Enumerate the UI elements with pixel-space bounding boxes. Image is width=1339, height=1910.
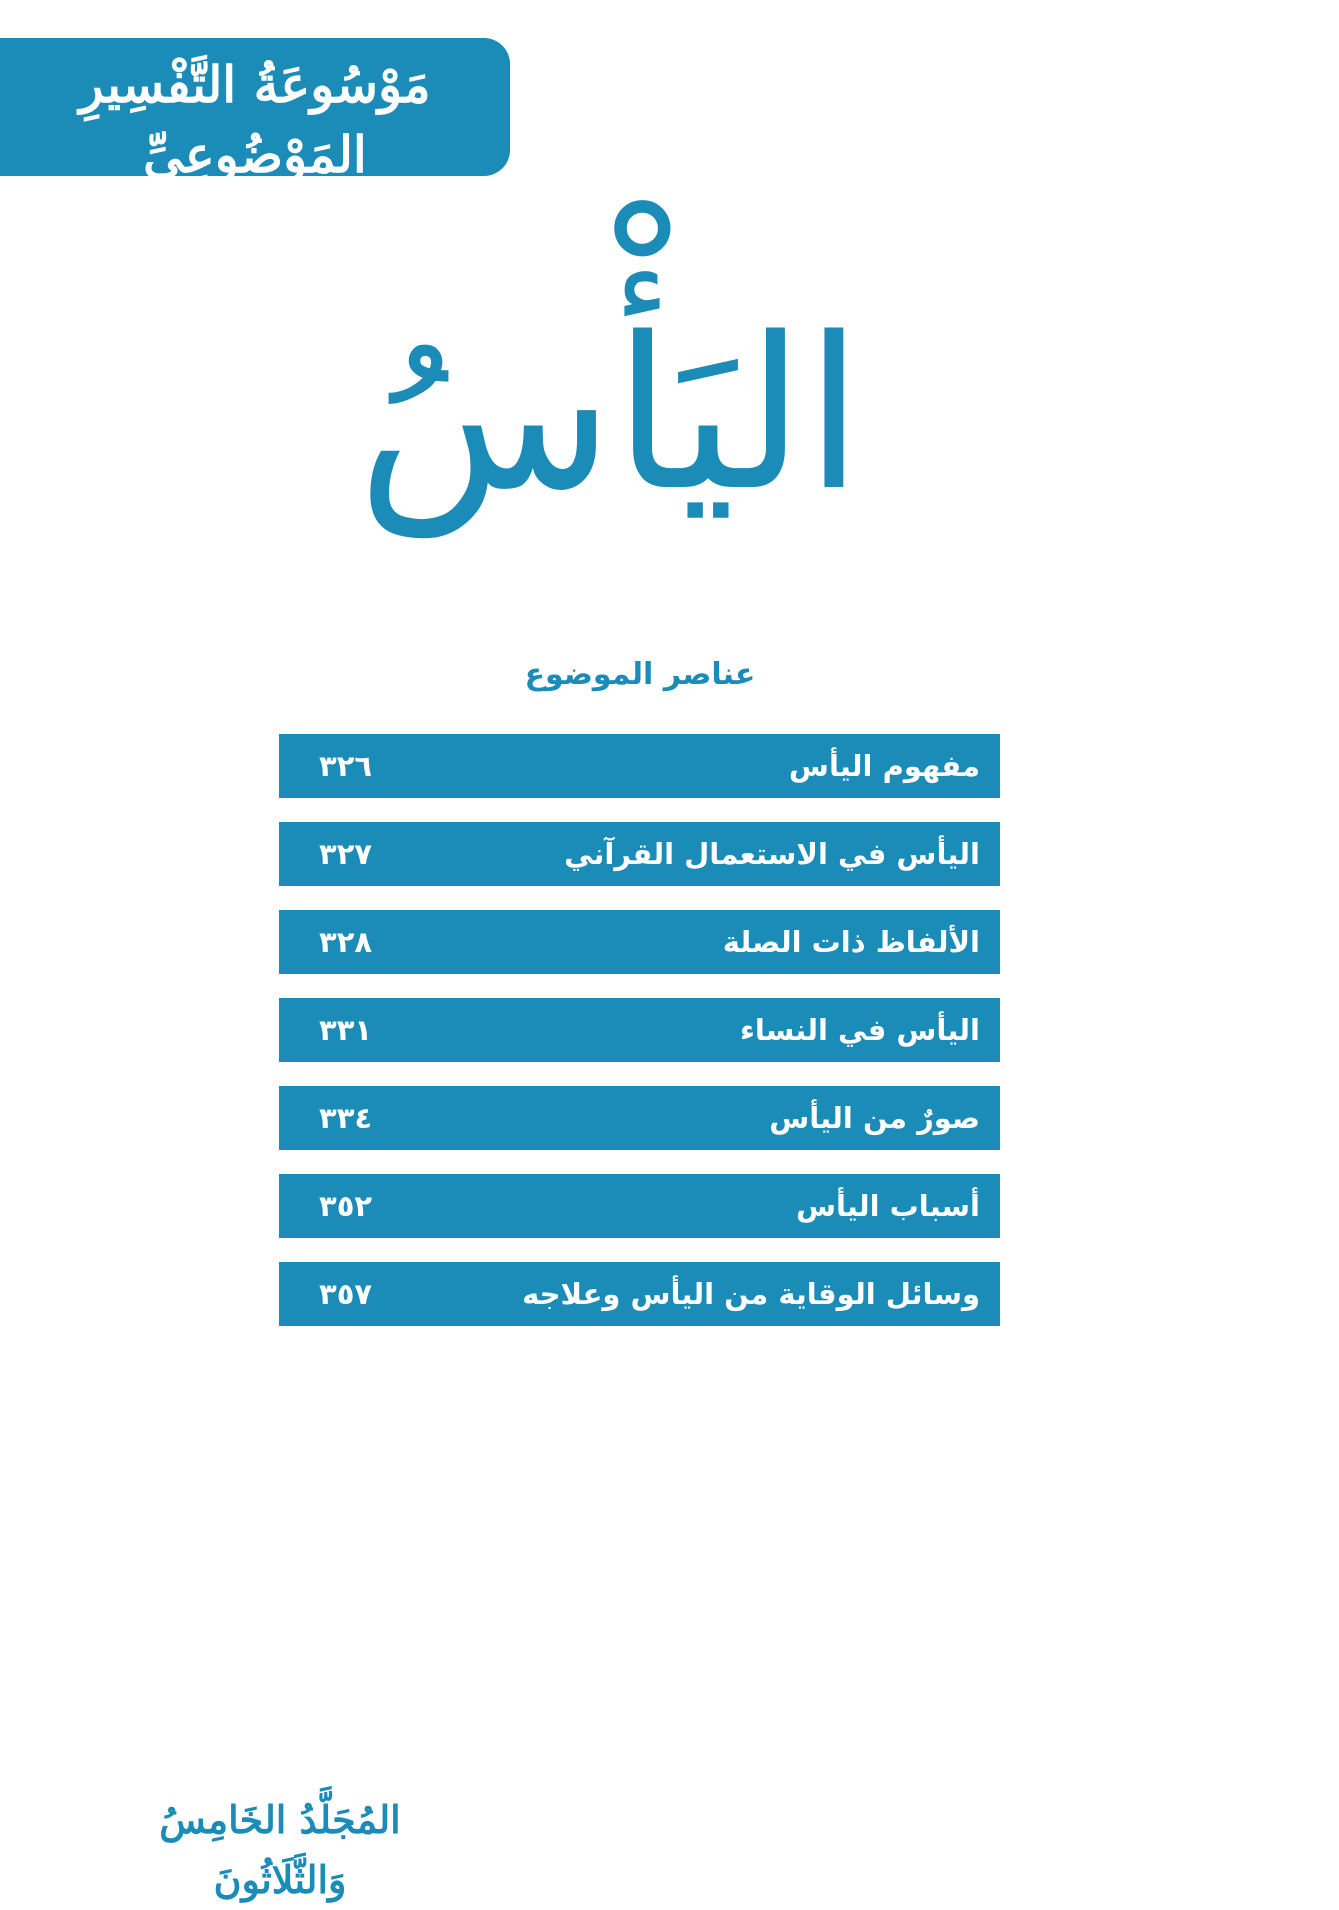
toc-heading: عناصر الموضوع xyxy=(524,657,756,692)
toc-item-page: ٣٥٢ xyxy=(319,1189,373,1223)
toc-item-page: ٣٢٦ xyxy=(319,749,373,783)
series-subtitle: لِلقُرْآنِ الكَرِيمِ xyxy=(192,193,318,219)
toc-item-label: اليأس في الاستعمال القرآني xyxy=(564,837,980,871)
toc-item-related-words[interactable] xyxy=(279,910,1000,974)
toc-item-page: ٣٢٨ xyxy=(319,925,373,959)
topic-title: اليَأْسُ xyxy=(356,292,864,537)
toc-item-label: وسائل الوقاية من اليأس وعلاجه xyxy=(522,1277,980,1311)
toc-item-page: ٣٥٧ xyxy=(319,1277,373,1311)
volume-label: المُجَلَّدُ الخَامِسُ وَالثَّلَاثُونَ xyxy=(159,1797,401,1902)
toc-item-concept[interactable] xyxy=(279,734,1000,798)
toc-item-page: ٣٣١ xyxy=(319,1013,373,1047)
toc-item-prevention-and-cure[interactable] xyxy=(279,1262,1000,1326)
toc-item-label: الألفاظ ذات الصلة xyxy=(722,925,980,959)
toc-item-label: صورٌ من اليأس xyxy=(769,1101,980,1135)
toc-item-forms-of-despair[interactable] xyxy=(279,1086,1000,1150)
series-title: مَوْسُوعَةُ التَّفْسِيرِ المَوْضُوعِيِّ xyxy=(79,55,431,184)
toc-item-label: اليأس في النساء xyxy=(740,1013,980,1047)
toc-list xyxy=(279,734,1000,1350)
toc-item-label: أسباب اليأس xyxy=(796,1189,980,1223)
toc-item-causes[interactable] xyxy=(279,1174,1000,1238)
toc-item-page: ٣٢٧ xyxy=(319,837,373,871)
toc-item-label: مفهوم اليأس xyxy=(788,749,980,783)
toc-item-despair-in-women[interactable] xyxy=(279,998,1000,1062)
series-banner xyxy=(0,38,510,219)
toc-item-page: ٣٣٤ xyxy=(319,1101,373,1135)
toc-item-quranic-usage[interactable] xyxy=(279,822,1000,886)
